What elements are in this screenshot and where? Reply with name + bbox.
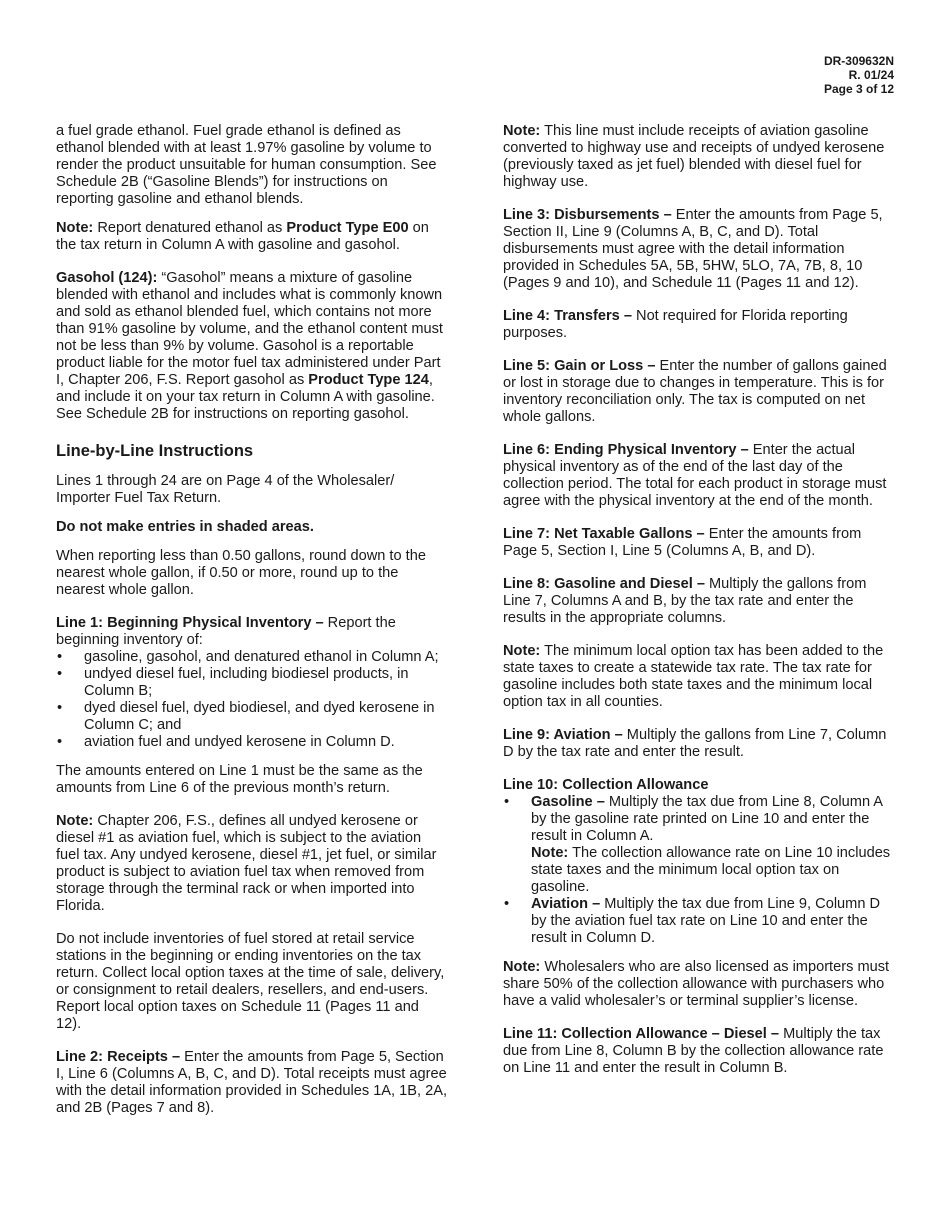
right-column (503, 123, 895, 1089)
retail-inventory-paragraph: Do not include inventories of fuel stored at retail service stations in the beginning or ending inventories on the tax return. Collect local option taxes at the time of sale, delivery, or consignment to retail dealers, resellers, and end-users. Report local option taxes on Schedule 11 (Pages 11 and 12). (56, 931, 445, 1032)
line2-label: Line 2: Receipts – (56, 1049, 181, 1065)
list-item: • dyed diesel fuel, dyed biodiesel, and dyed kerosene in Column C; and (56, 700, 448, 734)
gasohol-paragraph: Gasohol (124): “Gasohol” means a mixture of gasoline blended with ethanol and includes what is commonly known and sold as ethanol blended fuel, which contains not more than 91% gasoline by volume, and the ethanol content must not be less than 9% by volume. Gasohol is a reportable product liable for the motor fuel tax administered under Part I, Chapter 206, F.S. Report gasohol as Product Type 124, and include it on your tax return in Column A with gasoline. See Schedule 2B for instructions on reporting gasohol. (56, 270, 443, 422)
product-type-124: Product Type 124 (308, 372, 429, 388)
line8-label: Line 8: Gasoline and Diesel – (503, 576, 705, 592)
line6-paragraph: Line 6: Ending Physical Inventory – Enter the actual physical inventory as of the end of the last day of the collection period. The total for each product in storage must agree with the physical inventory at the end of the month. (503, 442, 887, 509)
statewide-tax-note: Note: The minimum local option tax has been added to the state taxes to create a statewide tax rate. The tax rate for gasoline includes both state taxes and the minimum local option tax in all counties. (503, 643, 884, 710)
aviation-label: Aviation – (531, 896, 601, 912)
form-number: DR-309632N (823, 54, 894, 68)
denatured-ethanol-note: Note: Report denatured ethanol as Product Type E00 on the tax return in Column A with gasoline and gasohol. (56, 220, 429, 253)
line5-label: Line 5: Gain or Loss – (503, 358, 656, 374)
line11-paragraph: Line 11: Collection Allowance – Diesel – Multiply the tax due from Line 8, Column B by the collection allowance rate on Line 11 and enter the result in Column B. (503, 1026, 884, 1076)
line1-label: Line 1: Beginning Physical Inventory – (56, 615, 324, 631)
line4-paragraph: Line 4: Transfers – Not required for Florida reporting purposes. (503, 308, 848, 341)
aviation-fuel-note: Note: Chapter 206, F.S., defines all undyed kerosene or diesel #1 as aviation fuel, which is subject to the aviation fuel tax. Any undyed kerosene, diesel #1, jet fuel, or similar product is subject to aviation fuel tax when removed from storage through the terminal rack or when imported into Florida. (56, 813, 437, 914)
line5-paragraph: Line 5: Gain or Loss – Enter the number of gallons gained or lost in storage due to changes in temperature. This is for inventory reconciliation only. The tax is computed on net whole gallons. (503, 358, 887, 425)
line8-paragraph: Line 8: Gasoline and Diesel – Multiply the gallons from Line 7, Columns A and B, by the tax rate and enter the results in the appropriate columns. (503, 576, 867, 626)
gasohol-label: Gasohol (124): (56, 270, 158, 286)
list-item: • Aviation – Multiply the tax due from Line 9, Column D by the aviation fuel tax rate on Line 10 and enter the result in Column D. (503, 896, 895, 947)
gasoline-label: Gasoline – (531, 794, 605, 810)
note-label: Note: (503, 959, 541, 975)
lines-intro-paragraph: Lines 1 through 24 are on Page 4 of the Wholesaler/ Importer Fuel Tax Return. (56, 473, 395, 506)
note-label: Note: (56, 813, 94, 829)
aviation-gasoline-note: Note: This line must include receipts of aviation gasoline converted to highway use and receipts of undyed kerosene (previously taxed as jet fuel) blended with diesel fuel for highway use. (503, 123, 885, 190)
list-item: • undyed diesel fuel, including biodiesel products, in Column B; (56, 666, 448, 700)
line6-label: Line 6: Ending Physical Inventory – (503, 442, 749, 458)
line3-paragraph: Line 3: Disbursements – Enter the amounts from Page 5, Section II, Line 9 (Columns A, B, C, and D). Total disbursements must agree with the detail information provided in Schedules 5A, 5B, 5HW, 5LO, 7A, 7B, 8, 10 (Pages 9 and 10), and Schedule 11 (Pages 11 and 12). (503, 207, 883, 291)
line1-bullet-list (56, 649, 448, 751)
line7-label: Line 7: Net Taxable Gallons – (503, 526, 705, 542)
list-item: • Gasoline – Multiply the tax due from Line 8, Column A by the gasoline rate printed on Line 10 and enter the result in Column A. Note: The collection allowance rate on Line 10 includes state taxes and the minimum local option tax on gasoline. (503, 794, 895, 896)
page-number: Page 3 of 12 (823, 82, 894, 96)
shaded-areas-warning: Do not make entries in shaded areas. (56, 519, 314, 535)
line1-paragraph: Line 1: Beginning Physical Inventory – Report the beginning inventory of: (56, 615, 396, 648)
note-label: Note: (503, 123, 541, 139)
line9-label: Line 9: Aviation – (503, 727, 623, 743)
collection-rate-note: Note: The collection allowance rate on Line 10 includes state taxes and the minimum local option tax on gasoline. (531, 845, 891, 895)
section-heading: Line-by-Line Instructions (56, 442, 254, 460)
line10-bullet-list (503, 794, 895, 947)
line9-paragraph: Line 9: Aviation – Multiply the gallons from Line 7, Column D by the tax rate and enter the result. (503, 727, 887, 760)
left-column (56, 123, 448, 1129)
form-revision: R. 01/24 (848, 68, 894, 82)
line3-label: Line 3: Disbursements – (503, 207, 672, 223)
note-label: Note: (503, 643, 541, 659)
line2-paragraph: Line 2: Receipts – Enter the amounts from Page 5, Section I, Line 6 (Columns A, B, C, and D). Total receipts must agree with the detail information provided in Schedules 1A, 1B, 2A, and 2B (Pages 7 and 8). (56, 1049, 448, 1116)
ethanol-definition-paragraph: a fuel grade ethanol. Fuel grade ethanol is defined as ethanol blended with at least 1.97% gasoline by volume to render the product unsuitable for human consumption. See Schedule 2B (“Gasoline Blends”) for instructions on reporting gasoline and ethanol blends. (56, 123, 437, 207)
list-item: • gasoline, gasohol, and denatured ethanol in Column A; (56, 649, 448, 666)
line1-after-paragraph: The amounts entered on Line 1 must be the same as the amounts from Line 6 of the previous month’s return. (56, 763, 423, 796)
line4-label: Line 4: Transfers – (503, 308, 632, 324)
note-label: Note: (531, 845, 569, 861)
note-label: Note: (56, 220, 94, 236)
list-item: • aviation fuel and undyed kerosene in Column D. (56, 734, 448, 751)
form-header (824, 54, 894, 96)
line10-heading: Line 10: Collection Allowance (503, 777, 709, 793)
product-type-e00: Product Type E00 (286, 220, 409, 236)
line11-label: Line 11: Collection Allowance – Diesel – (503, 1026, 780, 1042)
line7-paragraph: Line 7: Net Taxable Gallons – Enter the amounts from Page 5, Section I, Line 5 (Columns A, B, and D). (503, 526, 862, 559)
rounding-paragraph: When reporting less than 0.50 gallons, round down to the nearest whole gallon, if 0.50 or more, round up to the nearest whole gallon. (56, 548, 426, 598)
collection-allowance-share-note: Note: Wholesalers who are also licensed as importers must share 50% of the collection allowance with purchasers who have a valid wholesaler’s or terminal supplier’s license. (503, 959, 890, 1009)
